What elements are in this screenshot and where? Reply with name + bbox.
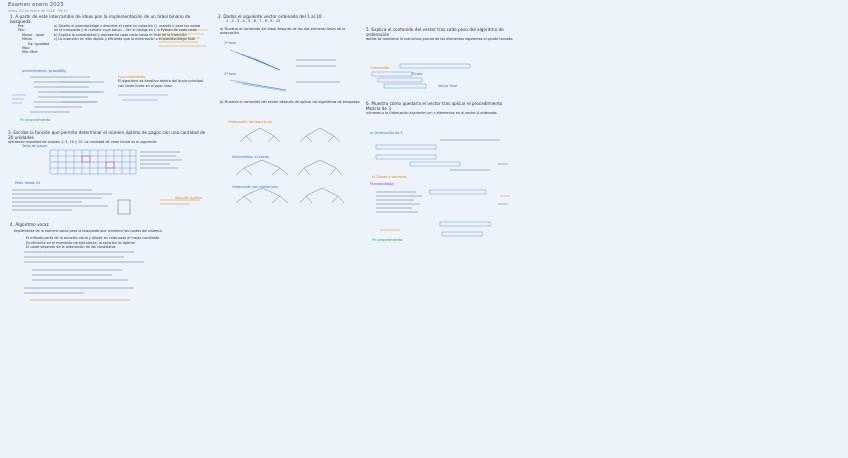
q6-sub-b: b) Divide y vencerás (372, 175, 407, 179)
q6-sub-a: a) Ordenación de 3 (370, 131, 403, 135)
q1-label-pre: Pre: (18, 24, 25, 28)
q2-step-swap: Intercambio: el vector (232, 155, 270, 159)
q2-arrays-dark (296, 60, 340, 82)
q6-sub-pseudo: Pseudocódigo: (370, 182, 395, 186)
q5-vectors (372, 64, 470, 88)
q3-solution-text: Solución óptima (175, 196, 203, 200)
q1-label-eq: Eq: Igualdad (28, 41, 50, 46)
q2-trees (236, 128, 344, 203)
q1-line-1: a) Diseña el pseudocódigo y describe el coste en notación O, usando n para los nodos (54, 24, 201, 28)
q1-side-note-title: Funcionamiento: (118, 75, 147, 79)
q1-orange-notes (158, 30, 208, 46)
q1-label-min: Min: Mult (22, 50, 38, 55)
q3-text-lines (12, 152, 182, 214)
q1-pseudocode-strokes (30, 77, 104, 112)
q4-text: Implementa de la manera voraz para la búsqueda que minimice los costes del sistema. (14, 229, 163, 233)
q3-table-grid (50, 150, 136, 174)
question-3-text: utilizando monedas de valores 1, 5, 10 y 20. La cantidad de valor inicial es el siguiente: (8, 140, 158, 145)
q6-orange-marks (380, 196, 510, 230)
q1-label-menor: Menor (22, 37, 33, 42)
question-5-text: donde se mantiene la estructura parcial de los elementos siguientes al pivote tomado. (366, 37, 514, 42)
q2-sequence: 1 - 2 - 3 - 4 - 5 - 6 - 7 - 8 - 9 - 10 (226, 19, 281, 24)
question-1-heading: 1. A partir de este intercambio de ideas pon la implementación de un árbol binario de búsqueda. (10, 14, 191, 25)
question-6-text: números a la Ordenación siguiente con n elementos en el vector A ordenado. (366, 111, 498, 116)
q3-note: Pedir desde 10 (15, 181, 41, 185)
q1-blue-notes (12, 82, 168, 103)
q1-end-note: Fin procedimiento (20, 118, 51, 122)
q6-green-marks (498, 164, 508, 204)
q2-step-2: 2ª fase (224, 72, 236, 76)
q5-label-2: Pivote (412, 72, 423, 76)
document-title: Examen enero 2023 (8, 2, 64, 8)
q1-line-4: c) La inserción es más rápida y eficiente que la eliminación o el pseudocódigo final (54, 37, 195, 42)
q1-label-pos: Pos: (18, 28, 25, 33)
q1-side-note-text: El algoritmo es iterativo dentro del bucle principal, con coste lineal en el peor caso (118, 79, 205, 88)
question-4-heading: 4. Algoritmo voraz (10, 222, 49, 227)
q2-arrays (230, 50, 286, 91)
q3-orange-notes (160, 200, 200, 204)
q2-part-a: a) Muestra el contenido del árbol después de las dos primeras fases de la ordenación (220, 27, 346, 36)
question-3-heading: 3. Escribe la función que permite determinar el número óptimo de pagos con una cantidad de 20 unidades (8, 130, 206, 141)
q4-text-lines (24, 252, 144, 293)
q6-vectors (376, 145, 490, 236)
q1-label-max: Max: (22, 46, 31, 51)
q5-label-1: Ordenación (370, 66, 390, 70)
q3-table-caption: Tabla de pagos (22, 144, 48, 148)
question-5-heading: 5. Explica el contenido del vector tras cada paso del algoritmo de ordenación (366, 27, 504, 38)
q6-sub-end: Fin procedimiento (372, 238, 403, 242)
q4-bullet-2: Es eficiente en el momento de ejecutarse, la solución es óptima (26, 240, 135, 245)
q1-line-3: b) Explica la complejidad y representa cada nodo hasta el final de la inserción (54, 32, 187, 37)
q2-step-heap: Ordenación del montículo (228, 120, 272, 124)
q4-bullet-3: El coste depende de la ordenación de los candidatos (26, 245, 116, 250)
q1-label-mayor: Mayor - Igual (22, 32, 45, 37)
q2-step-1: 1ª fase (224, 41, 236, 45)
q1-line-2: en la búsqueda y el número cuya soluci... Ver el código en C o Python de cada nodo (54, 28, 197, 33)
q6-text-lines (376, 140, 500, 212)
q2-step-sort: Ordenación por montículos (232, 185, 278, 189)
q1-function-label: procedimiento (ArbolABB) (22, 69, 67, 73)
q2-part-b: b) Muestra el contenido del vector después de aplicar los algoritmos de búsqueda (220, 100, 360, 104)
document-date: lunes, 23 de enero de 2023 · 09:10 (8, 9, 68, 13)
q4-bullet-1: El método parte de la solución vacía y añade en cada paso el mejor candidato (26, 236, 160, 241)
q5-label-3: Vector final (438, 84, 458, 88)
question-2-heading: 2. Dadas el siguiente vector ordenado del 1 al 10: (218, 14, 323, 19)
question-6-heading: 6. Muestra cómo quedaría el vector tras aplicar el procedimiento Mezcla de 3 (366, 101, 503, 112)
